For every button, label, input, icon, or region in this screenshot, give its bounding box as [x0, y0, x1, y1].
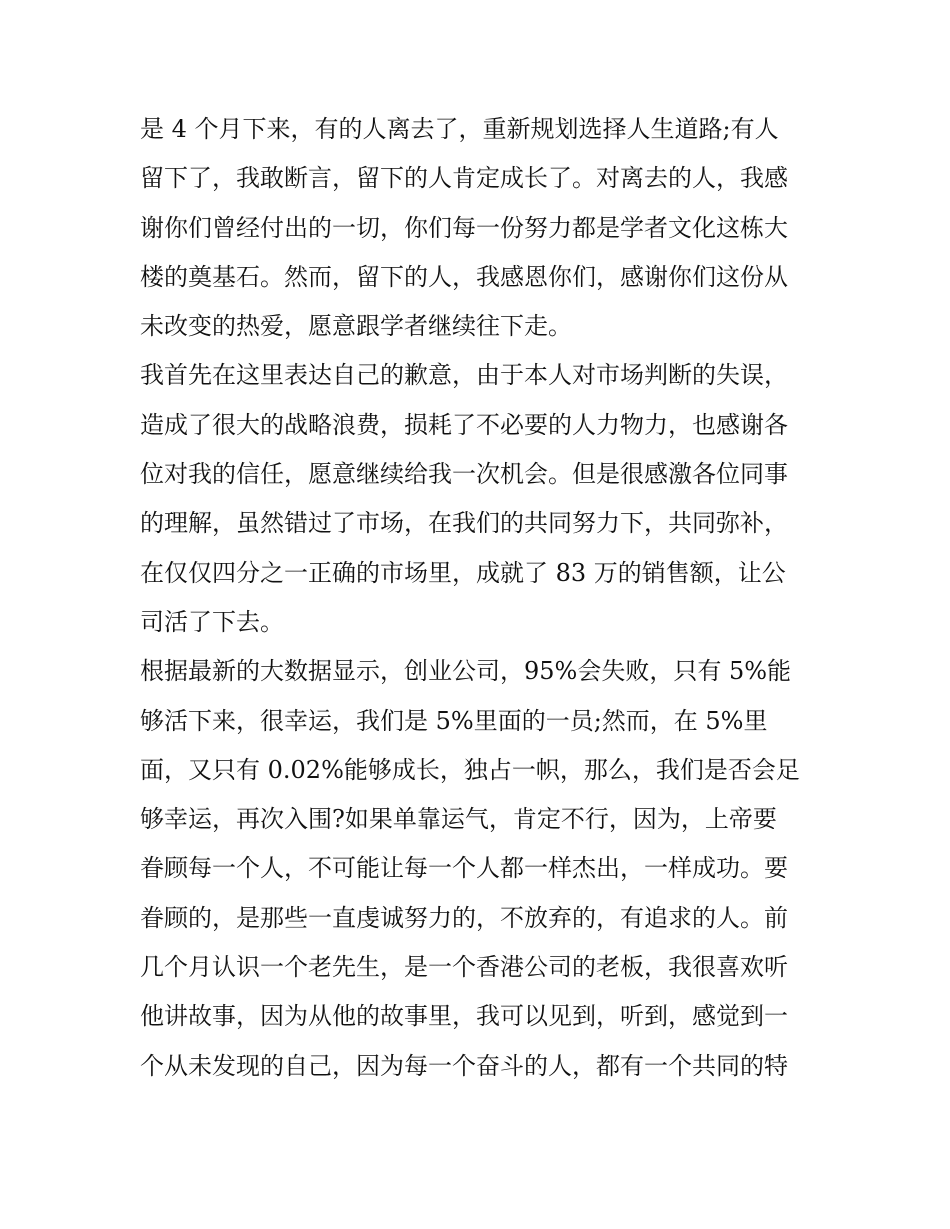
text-line: 根据最新的大数据显示，创业公司，95%会失败，只有 5%能	[140, 657, 792, 686]
text-line: 在仅仅四分之一正确的市场里，成就了 83 万的销售额，让公	[140, 558, 786, 587]
text-line: 几个月认识一个老先生，是一个香港公司的老板，我很喜欢听	[140, 953, 788, 982]
text-line: 留下了，我敢断言，留下的人肯定成长了。对离去的人，我感	[140, 164, 788, 193]
text-line: 谢你们曾经付出的一切，你们每一份努力都是学者文化这栋大	[140, 213, 788, 242]
text-line: 面，又只有 0.02%能够成长，独占一帜，那么，我们是否会足	[140, 755, 800, 784]
text-line: 未改变的热爱，愿意跟学者继续往下走。	[140, 312, 572, 341]
text-line: 的理解，虽然错过了市场，在我们的共同努力下，共同弥补，	[140, 509, 788, 538]
text-line: 楼的奠基石。然而，留下的人，我感恩你们，感谢你们这份从	[140, 262, 788, 291]
text-line: 眷顾的，是那些一直虔诚努力的，不放弃的，有追求的人。前	[140, 903, 788, 932]
text-line: 他讲故事，因为从他的故事里，我可以见到，听到，感觉到一	[140, 1002, 788, 1031]
text-line: 位对我的信任，愿意继续给我一次机会。但是很感激各位同事	[140, 460, 788, 489]
text-line: 我首先在这里表达自己的歉意，由于本人对市场判断的失误，	[140, 361, 788, 390]
text-line: 司活了下去。	[140, 607, 284, 636]
body-text	[140, 105, 812, 1091]
text-line: 眷顾每一个人，不可能让每一个人都一样杰出，一样成功。要	[140, 854, 788, 883]
text-line: 够活下来，很幸运，我们是 5%里面的一员;然而，在 5%里	[140, 706, 768, 735]
text-line: 是 4 个月下来，有的人离去了，重新规划选择人生道路;有人	[140, 115, 779, 143]
text-line: 造成了很大的战略浪费，损耗了不必要的人力物力，也感谢各	[140, 410, 788, 439]
text-line: 够幸运，再次入围?如果单靠运气，肯定不行，因为，上帝要	[140, 805, 777, 834]
text-line: 个从未发现的自己，因为每一个奋斗的人，都有一个共同的特	[140, 1051, 788, 1080]
